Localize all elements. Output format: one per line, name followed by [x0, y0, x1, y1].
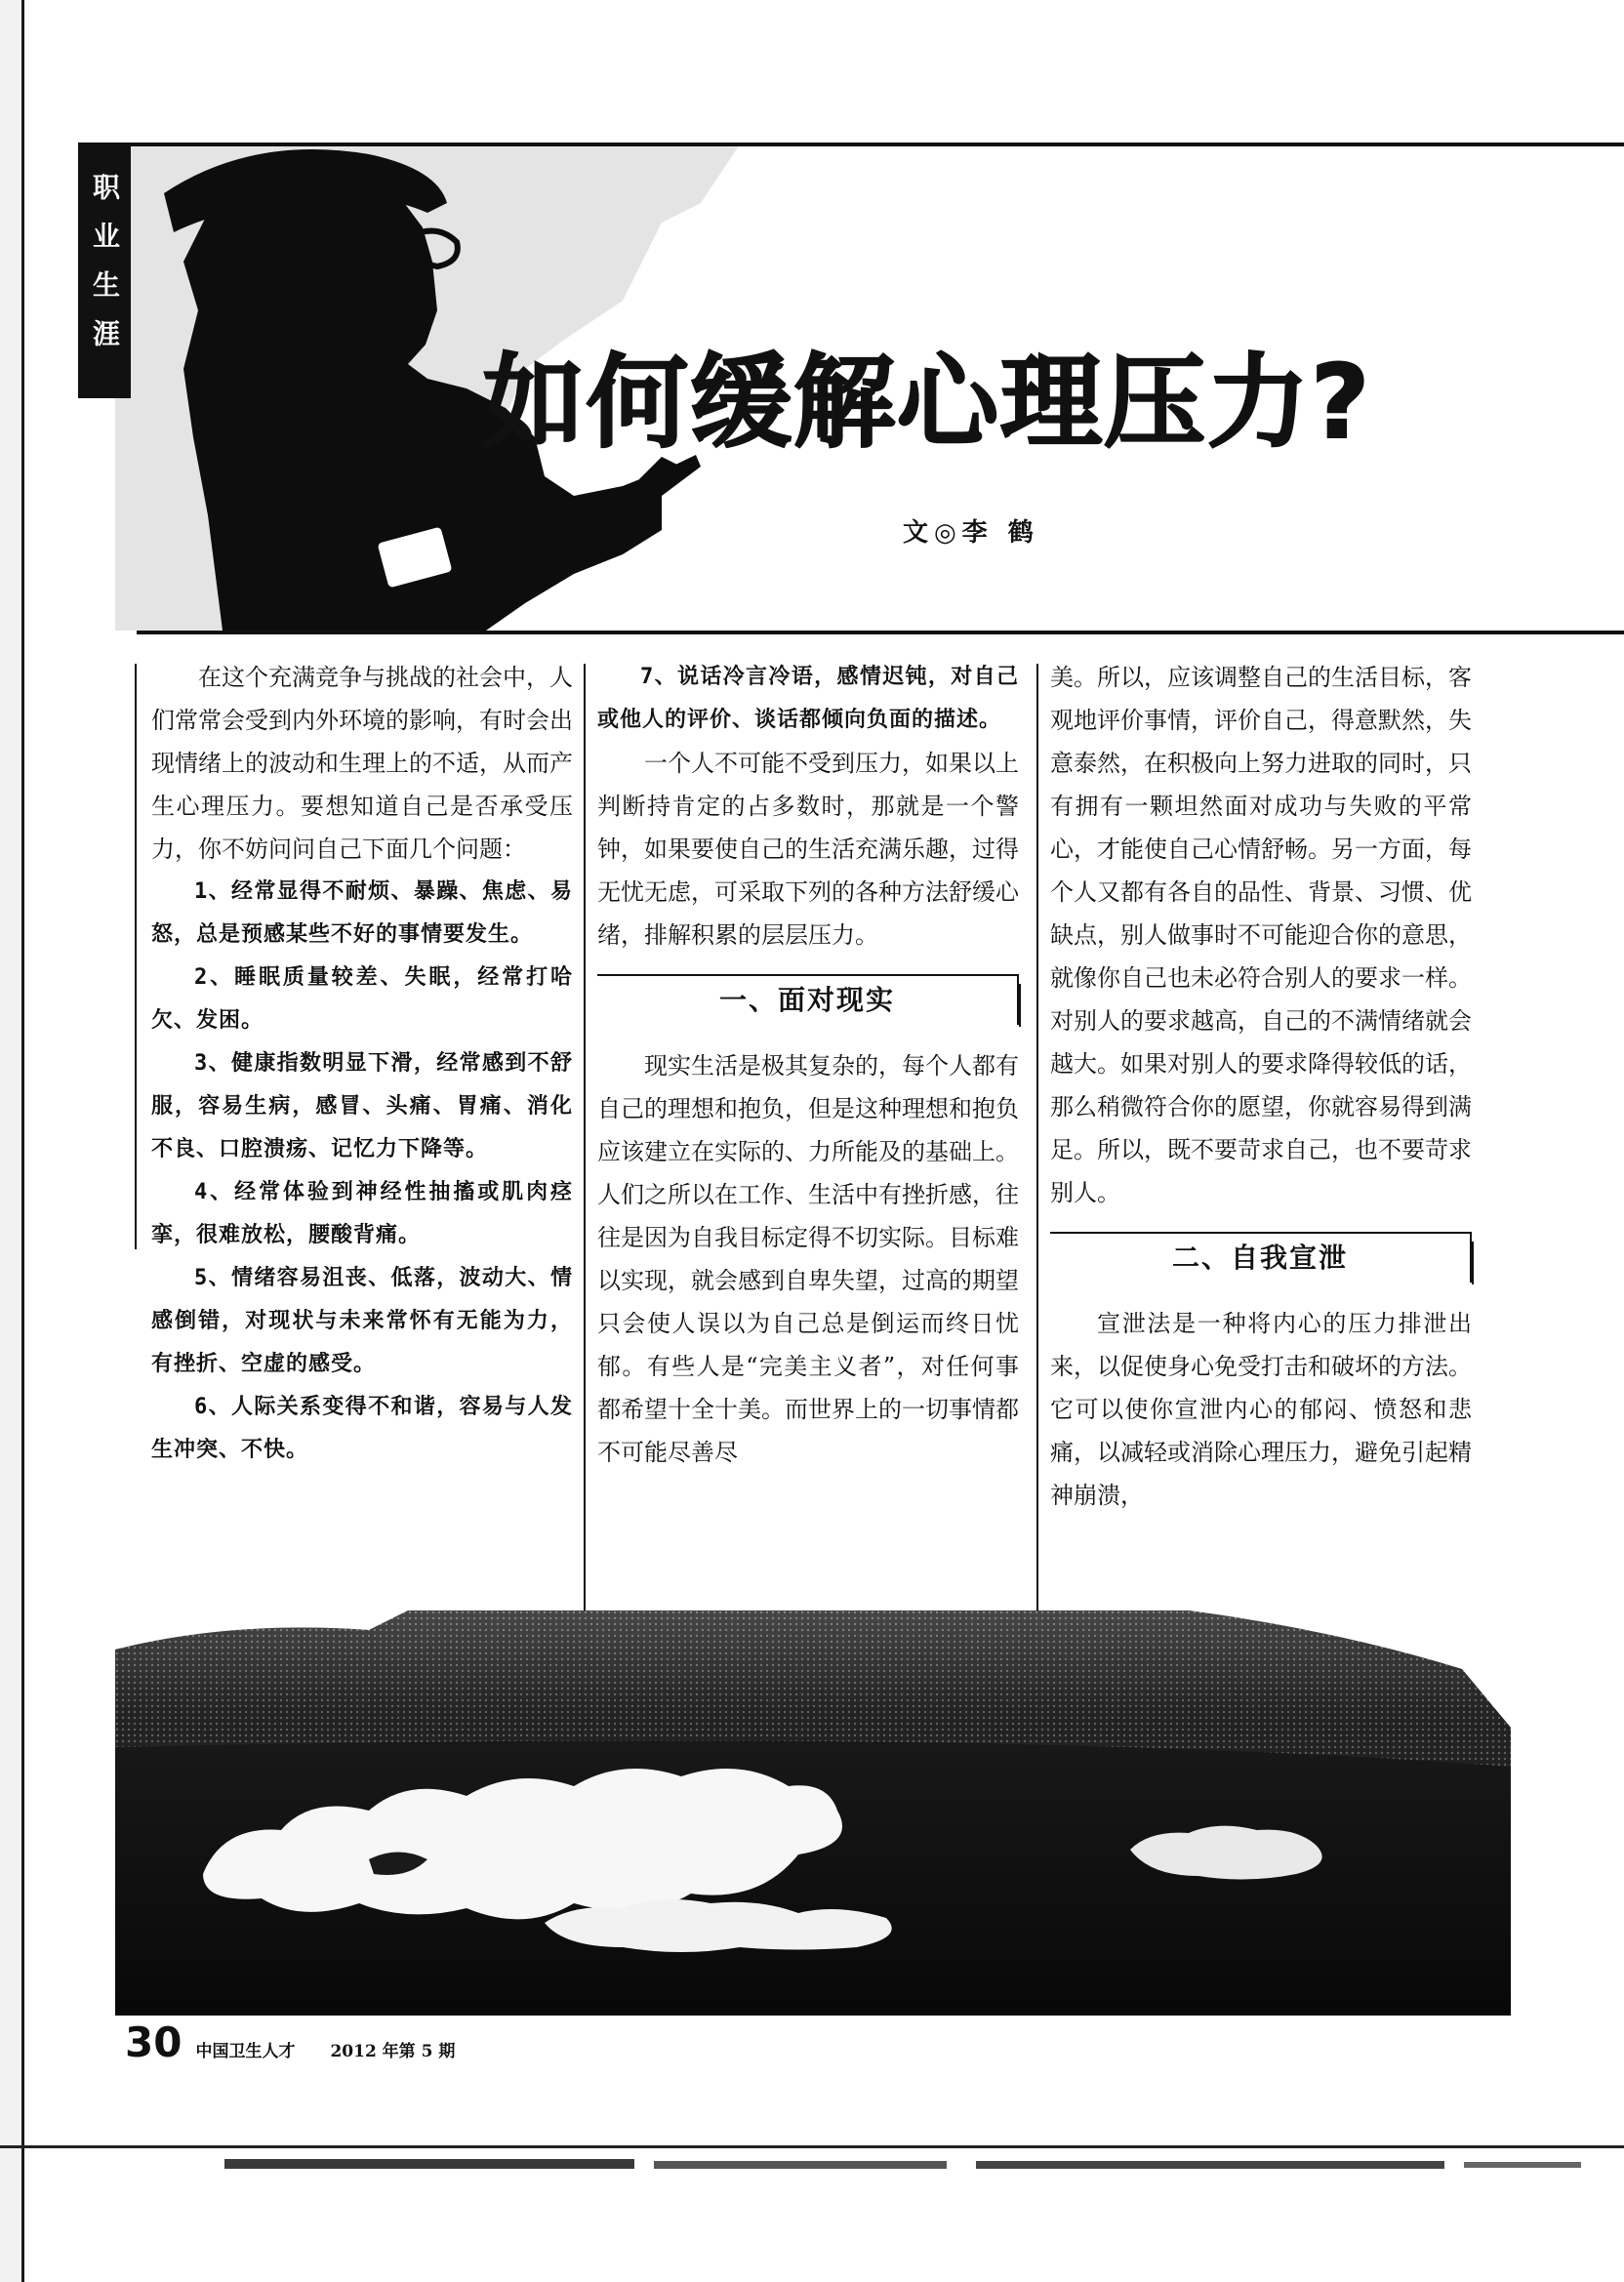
scan-noise-strip — [0, 2157, 1624, 2171]
section-heading-2: 二、自我宣泄 — [1050, 1232, 1472, 1283]
page-footer — [125, 2018, 455, 2066]
header-top-rule — [115, 143, 1624, 146]
column-2 — [597, 656, 1019, 1474]
body-paragraph: 宣泄法是一种将内心的压力排泄出来，以促使身心免受打击和破坏的方法。它可以使你宣泄内心的郁闷、愤怒和悲痛，以减轻或消除心理压力，避免引起精神崩溃， — [1050, 1310, 1472, 1509]
page-number: 30 — [125, 2018, 183, 2066]
column-rule-left — [135, 664, 137, 1249]
scan-left-edge — [0, 0, 24, 2282]
column-1 — [151, 656, 573, 1472]
issue-label: 2012 年第 5 期 — [330, 2042, 456, 2061]
symptom-item-6: 6、人际关系变得不和谐，容易与人发生冲突、不快。 — [151, 1395, 573, 1462]
category-tab — [78, 143, 131, 398]
scan-edge-line — [0, 2145, 1624, 2148]
symptom-item-3: 3、健康指数明显下滑，经常感到不舒服，容易生病，感冒、头痛、胃痛、消化不良、口腔溃疡、记忆力下降等。 — [151, 1051, 573, 1161]
section-heading-1: 一、面对现实 — [597, 974, 1019, 1025]
category-label: 职业生涯 — [89, 173, 121, 368]
body-paragraph: 一个人不可能不受到压力，如果以上判断持肯定的占多数时，那就是一个警钟，如果要使自己的生活充满乐趣，过得无忧无虑，可采取下列的各种方法舒缓心绪，排解积累的层层压力。 — [597, 750, 1019, 949]
header-bottom-rule — [137, 631, 1624, 634]
cloud-photo — [115, 1610, 1511, 2016]
body-paragraph: 美。所以，应该调整自己的生活目标，客观地评价事情，评价自己，得意默然，失意泰然，在积极向上努力进取的同时，只有拥有一颗坦然面对成功与失败的平常心，才能使自己心情舒畅。另一方面，每个人又都有各自的品性、背景、习惯、优缺点，别人做事时不可能迎合你的意思，就像你自己也未必符合别人的要求一样。对别人的要求越高，自己的不满情绪就会越大。如果对别人的要求降得较低的话，那么稍微符合你的愿望，你就容易得到满足。所以，既不要苛求自己，也不要苛求别人。 — [1050, 664, 1472, 1206]
symptom-item-7: 7、说话冷言冷语，感情迟钝，对自己或他人的评价、谈话都倾向负面的描述。 — [597, 665, 1019, 732]
body-paragraph: 现实生活是极其复杂的，每个人都有自己的理想和抱负，但是这种理想和抱负应该建立在实际的、力所能及的基础上。人们之所以在工作、生活中有挫折感，往往是因为自我目标定得不切实际。目标难以实现，就会感到自卑失望，过高的期望只会使人误以为自己总是倒运而终日忧郁。有些人是“完美主义者”，对任何事都希望十全十美。而世界上的一切事情都不可能尽善尽 — [597, 1052, 1019, 1466]
author-byline: 文◎李 鹤 — [903, 518, 1039, 548]
symptom-item-2: 2、睡眠质量较差、失眠，经常打哈欠、发困。 — [151, 965, 573, 1033]
column-rule-right — [1036, 664, 1038, 1659]
article-title: 如何缓解心理压力? — [483, 343, 1372, 462]
symptom-item-5: 5、情绪容易沮丧、低落，波动大、情感倒错，对现状与未来常怀有无能为力，有挫折、空虚的感受。 — [151, 1266, 573, 1376]
column-rule-middle — [584, 664, 586, 1659]
column-3 — [1050, 656, 1472, 1517]
publication-name: 中国卫生人才 — [195, 2042, 296, 2061]
symptom-item-4: 4、经常体验到神经性抽搐或肌肉痉挛，很难放松，腰酸背痛。 — [151, 1180, 573, 1247]
symptom-item-1: 1、经常显得不耐烦、暴躁、焦虑、易怒，总是预感某些不好的事情要发生。 — [151, 879, 573, 947]
intro-paragraph: 在这个充满竞争与挑战的社会中，人们常常会受到内外环境的影响，有时会出现情绪上的波动和生理上的不适，从而产生心理压力。要想知道自己是否承受压力，你不妨问问自己下面几个问题： — [151, 664, 573, 863]
